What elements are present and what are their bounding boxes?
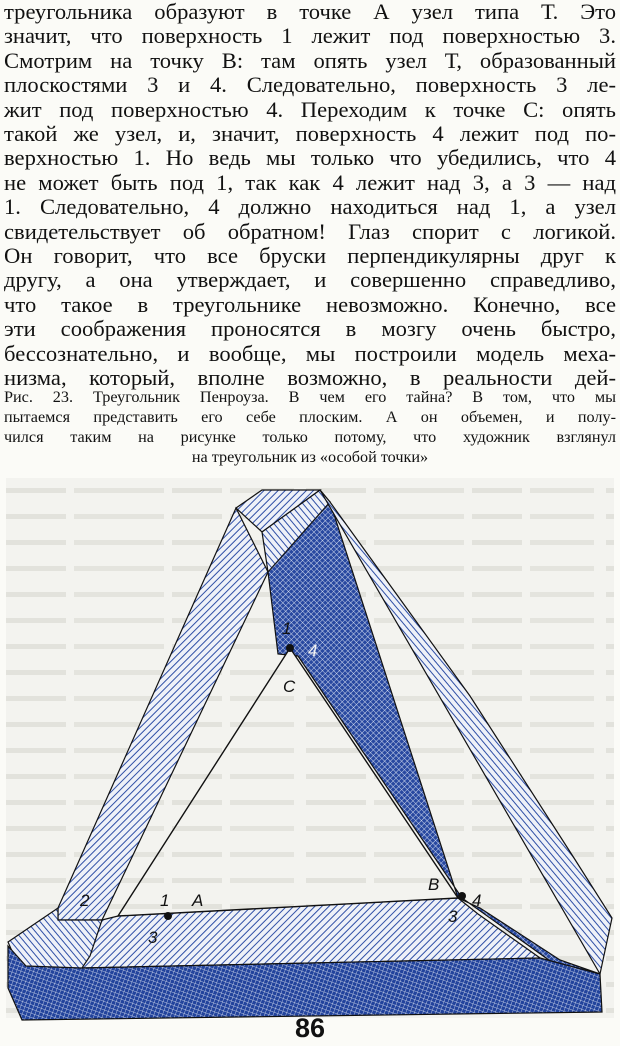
- body-line: низма, который, вполне возможно, в реальности дей-: [4, 365, 616, 391]
- point-a-dot: [164, 912, 172, 920]
- body-line: жит под поверхностью 4. Переходим к точке С: опять: [4, 96, 616, 122]
- body-line: свидетельствует об обратном! Глаз спорит с логикой.: [4, 218, 616, 244]
- body-text: [4, 0, 616, 391]
- body-line: Он говорит, что все бруски перпендикулярны друг к: [4, 243, 616, 269]
- label-a: A: [192, 891, 204, 910]
- label-1-bottom: 1: [160, 891, 170, 910]
- figure-caption: [4, 387, 616, 467]
- penrose-triangle-figure: [0, 478, 620, 1026]
- body-line: Смотрим на точку В: там опять узел Т, образованный: [4, 47, 616, 73]
- label-b: B: [428, 875, 440, 894]
- caption-line: на треугольник из «особой точки»: [191, 448, 429, 466]
- caption-line: чился таким на рисунке только потому, что художник взглянул: [4, 428, 616, 446]
- label-3-right: 3: [448, 907, 458, 926]
- caption-line: Рис. 23. Треугольник Пенроуза. В чем его тайна? В том, что мы: [4, 388, 616, 406]
- body-line: эти соображения проносятся в мозгу очень быстро,: [4, 316, 616, 342]
- body-line: треугольника образуют в точке А узел типа Т. Это: [4, 0, 616, 24]
- body-line: другу, а она утверждает, и совершенно справедливо,: [4, 267, 616, 293]
- label-3-left: 3: [148, 928, 158, 947]
- page-number: 86: [294, 1013, 326, 1043]
- body-line: верхностью 1. Но ведь мы только что убедились, что 4: [4, 145, 616, 171]
- body-line: что такое в треугольнике невозможно. Конечно, все: [4, 291, 616, 317]
- body-line: такой же узел, и, значит, поверхность 4 лежит под по-: [4, 121, 616, 147]
- caption-line: пытаемся представить его себе плоским. А он объемен, и полу-: [4, 408, 616, 426]
- body-line: бессознательно, и вообще, мы построили модель меха-: [4, 340, 616, 366]
- point-b-dot: [458, 892, 466, 900]
- point-c-dot: [286, 644, 294, 652]
- body-line: 1. Следовательно, 4 должно находиться над 1, а узел: [4, 194, 616, 220]
- body-line: плоскостями 3 и 4. Следовательно, поверхность 3 ле-: [4, 72, 616, 98]
- body-line: не может быть под 1, так как 4 лежит над 3, а 3 — над: [4, 169, 616, 195]
- label-c: C: [283, 677, 296, 696]
- label-1-top: 1: [282, 619, 292, 638]
- label-2: 2: [80, 891, 90, 910]
- label-4-right: 4: [472, 891, 482, 910]
- body-line: значит, что поверхность 1 лежит под поверхностью 3.: [4, 23, 616, 49]
- label-4-top: 4: [308, 641, 318, 660]
